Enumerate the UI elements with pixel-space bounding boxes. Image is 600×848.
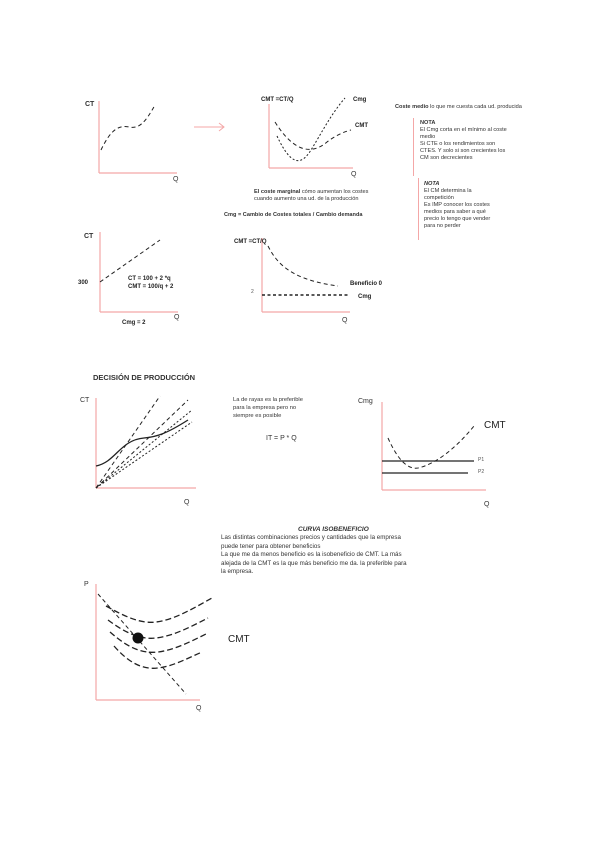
cmg-label: Cmg	[353, 97, 367, 103]
cmg-value: Cmg = 2	[122, 320, 146, 326]
arrow-icon	[194, 120, 228, 134]
nota1-line: El Cmg corta en el mínimo al coste	[420, 127, 507, 133]
nota1-block	[420, 120, 507, 162]
decision-title: DECISIÓN DE PRODUCCIÓN	[93, 373, 196, 382]
ct-equation: CT = 100 + 2 *q	[128, 276, 171, 282]
isobeneficio-text	[221, 534, 407, 577]
isobeneficio-title: CURVA ISOBENEFICIO	[298, 526, 369, 533]
coste-marginal-line2: cuando aumento una ud. de la producción	[254, 196, 359, 202]
isobeneficio-line: la empresa.	[221, 568, 254, 576]
graph-top-label: CMT =CT/Q	[234, 239, 267, 245]
optimum-point	[133, 633, 144, 644]
isobeneficio-line: Las distintas combinaciones precios y cantidades que la empresa	[221, 534, 401, 541]
price-p2: P2	[478, 469, 485, 475]
x-label: Q	[173, 176, 179, 183]
cmg-label: Cmg	[358, 294, 372, 300]
isobeneficio-curve-1	[106, 598, 212, 622]
it-formula: IT = P * Q	[266, 435, 297, 442]
decision-line: siempre es posible	[233, 413, 282, 419]
price-p1: P1	[478, 457, 485, 463]
y-label: CT	[85, 101, 95, 108]
y-label: CT	[84, 233, 94, 240]
nota2-line: para no perder	[424, 223, 461, 229]
decision-line: para la empresa pero no	[233, 405, 297, 411]
cmt-curve	[114, 646, 202, 668]
nota1-line: medio	[420, 134, 436, 140]
cmt-curve	[268, 246, 338, 286]
y-tick-2: 2	[251, 289, 254, 295]
it-line-1	[96, 396, 160, 488]
cmt-curve	[275, 122, 351, 149]
nota2-line: precio lo tengo que vender	[424, 216, 491, 222]
nota2-divider	[418, 178, 421, 240]
graph-cmt-cmg	[255, 92, 385, 184]
nota1-title: NOTA	[420, 120, 436, 126]
nota2-title: NOTA	[424, 181, 440, 187]
graph-top-label: CMT =CT/Q	[261, 97, 294, 103]
ct-curve	[101, 105, 155, 150]
coste-medio-bold: Coste medio	[395, 104, 429, 110]
isobeneficio-curve-2	[108, 618, 208, 638]
coste-marginal-text	[254, 189, 368, 203]
graph-cmt-decreasing	[234, 232, 390, 326]
cmt-label: CMT	[484, 420, 506, 431]
graph-ct-curve	[85, 95, 195, 185]
nota1-line: CTES. Y solo si son crecientes los	[420, 148, 506, 154]
graph-decision-ct	[80, 392, 210, 512]
ct-curve	[96, 420, 188, 466]
it-line-2	[96, 400, 188, 488]
nota2-line: El CM determina la	[424, 188, 472, 194]
it-line-3	[96, 410, 192, 488]
beneficio-label: Beneficio 0	[350, 281, 383, 287]
nota2-line: competición	[424, 195, 454, 201]
nota2-line: medios para saber a qué	[424, 209, 486, 215]
isobeneficio-line: La que me da menos beneficio es la isobeneficio de CMT. La más	[221, 551, 402, 559]
coste-medio-rest: lo que me cuesta cada ud. producida	[428, 104, 522, 110]
graph-cmg-cmt-prices	[356, 394, 516, 514]
x-label: Q	[184, 499, 190, 506]
decision-line: La de rayas es la preferible	[233, 397, 303, 403]
cmg-formula: Cmg = Cambio de Costes totales / Cambio demanda	[224, 212, 363, 218]
nota2-block	[424, 181, 490, 230]
cmt-equation: CMT = 100/q + 2	[128, 284, 174, 290]
cmt-label: CMT	[228, 634, 250, 645]
decision-text	[233, 396, 303, 420]
x-label: Q	[196, 705, 202, 712]
cmg-curve	[277, 98, 345, 161]
nota2-line: Es IMP conocer los costes	[424, 202, 490, 208]
cmt-label: CMT	[355, 123, 368, 129]
isobeneficio-curve-3	[110, 632, 206, 652]
y-label: Cmg	[358, 398, 373, 405]
coste-medio-note	[395, 104, 522, 111]
y-tick-300: 300	[78, 280, 89, 286]
x-label: Q	[484, 501, 490, 508]
nota1-line: Si CTE o los rendimientos son	[420, 141, 496, 147]
coste-marginal-bold: El coste marginal	[254, 189, 301, 195]
isobeneficio-line: puede tener para obtener beneficios	[221, 542, 321, 550]
x-label: Q	[351, 171, 357, 178]
y-label: CT	[80, 397, 90, 404]
x-label: Q	[174, 314, 180, 321]
y-label: P	[84, 581, 89, 588]
cmt-curve	[388, 426, 474, 468]
nota1-divider	[413, 118, 416, 176]
graph-ct-linear	[78, 228, 208, 328]
isobeneficio-line: alejada de la CMT es la que más beneficio me da. la preferible para	[221, 559, 407, 567]
coste-marginal-rest: cómo aumentan los costes	[300, 189, 369, 195]
nota1-line: CM son decrecientes	[420, 155, 473, 161]
it-line-4	[96, 422, 192, 488]
graph-isobeneficio	[84, 576, 264, 714]
x-label: Q	[342, 317, 348, 324]
